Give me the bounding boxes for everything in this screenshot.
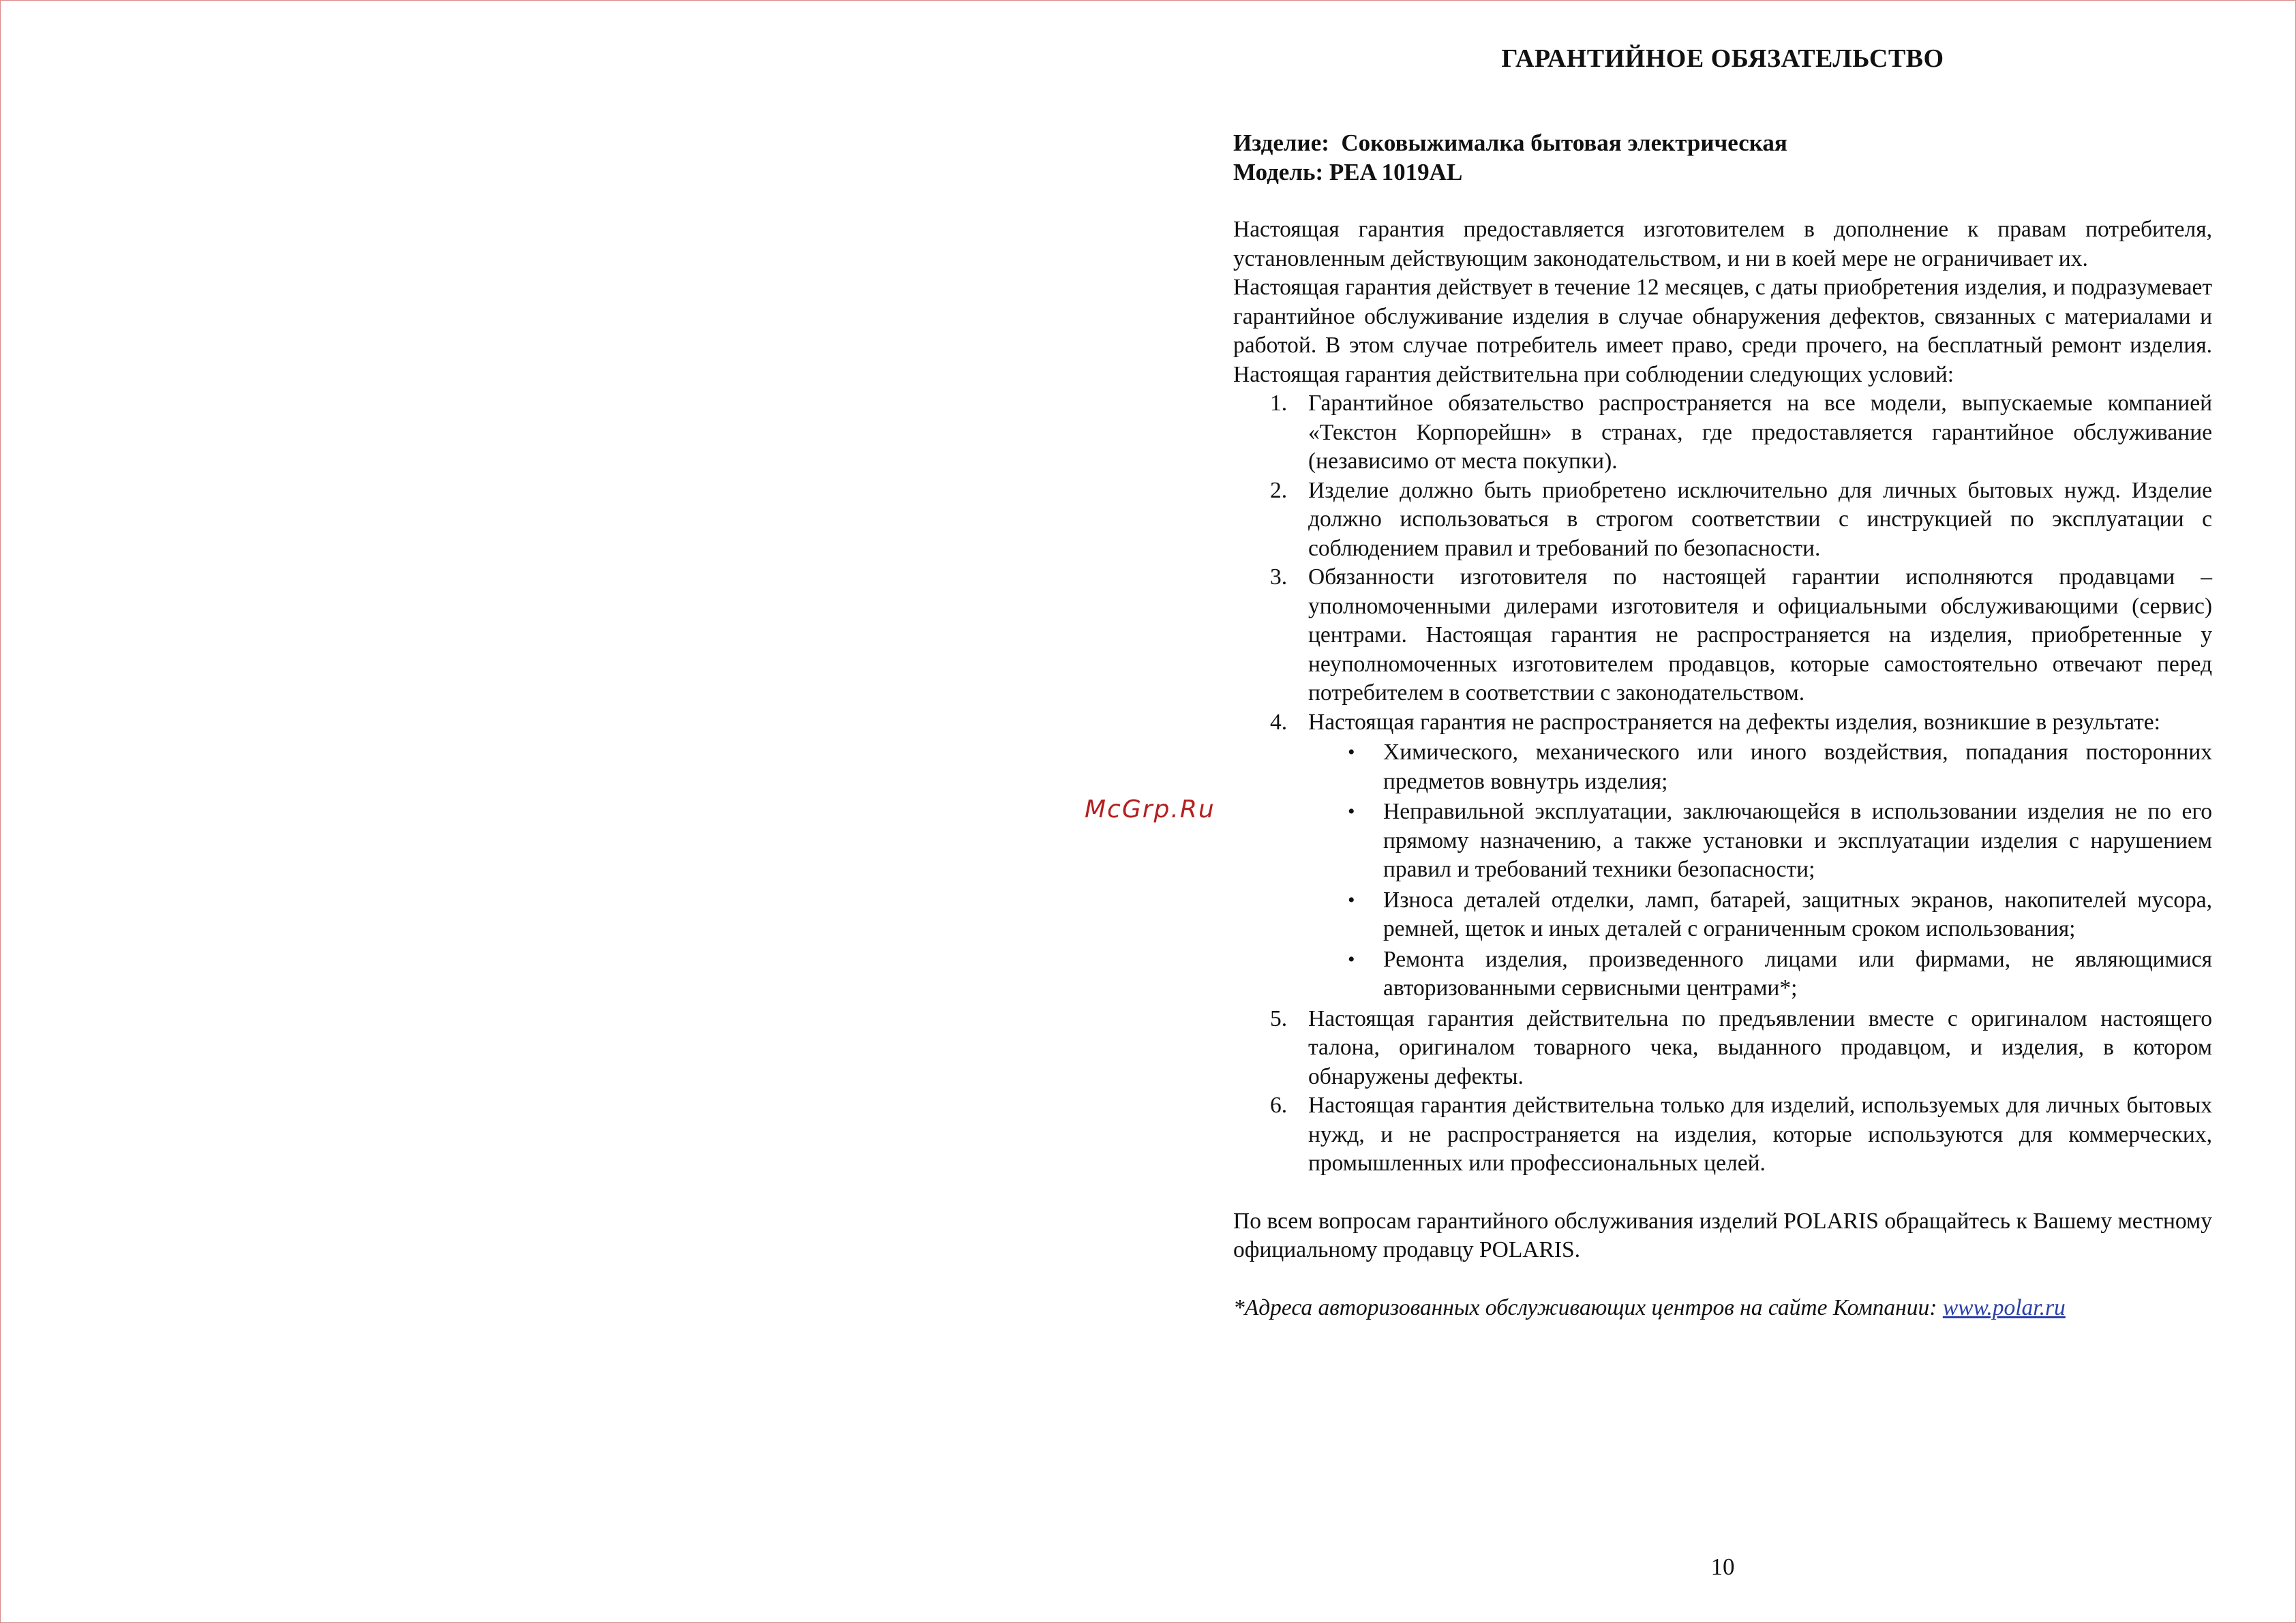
bullet-item <box>1348 798 2212 885</box>
list-item <box>1270 563 2212 708</box>
bullet-icon: • <box>1348 800 1355 823</box>
product-label: Изделие: <box>1233 130 1329 156</box>
item-number: 6. <box>1270 1093 1288 1118</box>
page-content <box>1233 129 2212 1322</box>
conditions-list <box>1233 389 2212 1179</box>
item-number: 4. <box>1270 709 1288 735</box>
list-item <box>1270 1005 2212 1092</box>
footnote-text: *Адреса авторизованных обслуживающих центров на сайте Компании: <box>1233 1294 1937 1320</box>
website-link[interactable]: www.polar.ru <box>1942 1294 2066 1320</box>
item-text: Настоящая гарантия действительна только для изделий, используемых для личных бытовых нужд, и не распространяется на изделия, которые используются для коммерческих, промышленных или профессиональных целей. <box>1308 1093 2212 1176</box>
bullet-item <box>1348 738 2212 796</box>
model-label: Модель: <box>1233 158 1324 185</box>
bullet-text: Ремонта изделия, произведенного лицами или фирмами, не являющимися авторизованными сервисными центрами*; <box>1383 946 2212 1001</box>
item-text: Настоящая гарантия не распространяется на дефекты изделия, возникшие в результате: <box>1308 709 2160 735</box>
item-number: 3. <box>1270 564 1288 590</box>
list-item <box>1270 708 2212 1003</box>
product-value: Соковыжималка бытовая электрическая <box>1341 130 1787 156</box>
bullet-text: Химического, механического или иного воздействия, попадания посторонних предметов вовнутрь изделия; <box>1383 740 2212 794</box>
warranty-term-paragraph: Настоящая гарантия действует в течение 12 месяцев, с даты приобретения изделия, и подразумевает гарантийное обслуживание изделия в случае обнаружения дефектов, связанных с материалами и работой. В этом случае потребитель имеет право, среди прочего, на бесплатный ремонт изделия. Настоящая гарантия действительна при соблюдении следующих условий: <box>1233 275 2212 387</box>
model-line <box>1233 158 2212 187</box>
bullet-item <box>1348 945 2212 1003</box>
bullet-text: Износа деталей отделки, ламп, батарей, защитных экранов, накопителей мусора, ремней, щеток и иных деталей с ограниченным сроком использования; <box>1383 887 2212 941</box>
bullet-text: Неправильной эксплуатации, заключающейся в использовании изделия не по его прямому назначению, а также установки и эксплуатации изделия с нарушением правил и требований техники безопасности; <box>1383 799 2212 882</box>
bullet-icon: • <box>1348 741 1355 763</box>
bullet-icon: • <box>1348 947 1355 971</box>
item-number: 2. <box>1270 477 1288 503</box>
footnote <box>1233 1294 2212 1323</box>
item-text: Обязанности изготовителя по настоящей гарантии исполняются продавцами – уполномоченными дилерами изготовителя и официальными обслуживающими (сервис) центрами. Настоящая гарантия не распространяется на изделия, приобретенные у неуполномоченных изготовителем продавцов, которые самостоятельно отвечают перед потребителем в соответствии с законодательством. <box>1308 564 2212 706</box>
page-number: 10 <box>1710 1553 1735 1580</box>
watermark: McGrp.Ru <box>1085 795 1215 823</box>
bullet-item <box>1348 886 2212 944</box>
item-text: Гарантийное обязательство распространяется на все модели, выпускаемые компанией «Текстон Корпорейшн» в странах, где предоставляется гарантийное обслуживание (независимо от места покупки). <box>1308 391 2212 474</box>
list-item <box>1270 389 2212 476</box>
list-item <box>1270 476 2212 564</box>
list-item <box>1270 1091 2212 1179</box>
warranty-page <box>1233 42 2212 1609</box>
item-number: 5. <box>1270 1005 1288 1031</box>
item-number: 1. <box>1270 391 1288 416</box>
item-text: Изделие должно быть приобретено исключительно для личных бытовых нужд. Изделие должно использоваться в строгом соответствии с инструкцией по эксплуатации с соблюдением правил и требований по безопасности. <box>1308 477 2212 561</box>
contact-paragraph: По всем вопросам гарантийного обслуживания изделий POLARIS обращайтесь к Вашему местному официальному продавцу POLARIS. <box>1233 1208 2212 1262</box>
product-line <box>1233 129 2212 158</box>
intro-paragraph: Настоящая гарантия предоставляется изготовителем в дополнение к правам потребителя, установленным действующим законодательством, и ни в коей мере не ограничивает их. <box>1233 217 2212 271</box>
bullet-icon: • <box>1348 888 1355 911</box>
item-text: Настоящая гарантия действительна по предъявлении вместе с оригиналом настоящего талона, оригиналом товарного чека, выданного продавцом, и изделия, в котором обнаружены дефекты. <box>1308 1005 2212 1089</box>
exclusions-list <box>1308 738 2212 1003</box>
model-value: PEA 1019AL <box>1329 158 1463 185</box>
page-title: ГАРАНТИЙНОЕ ОБЯЗАТЕЛЬСТВО <box>1501 44 1944 73</box>
